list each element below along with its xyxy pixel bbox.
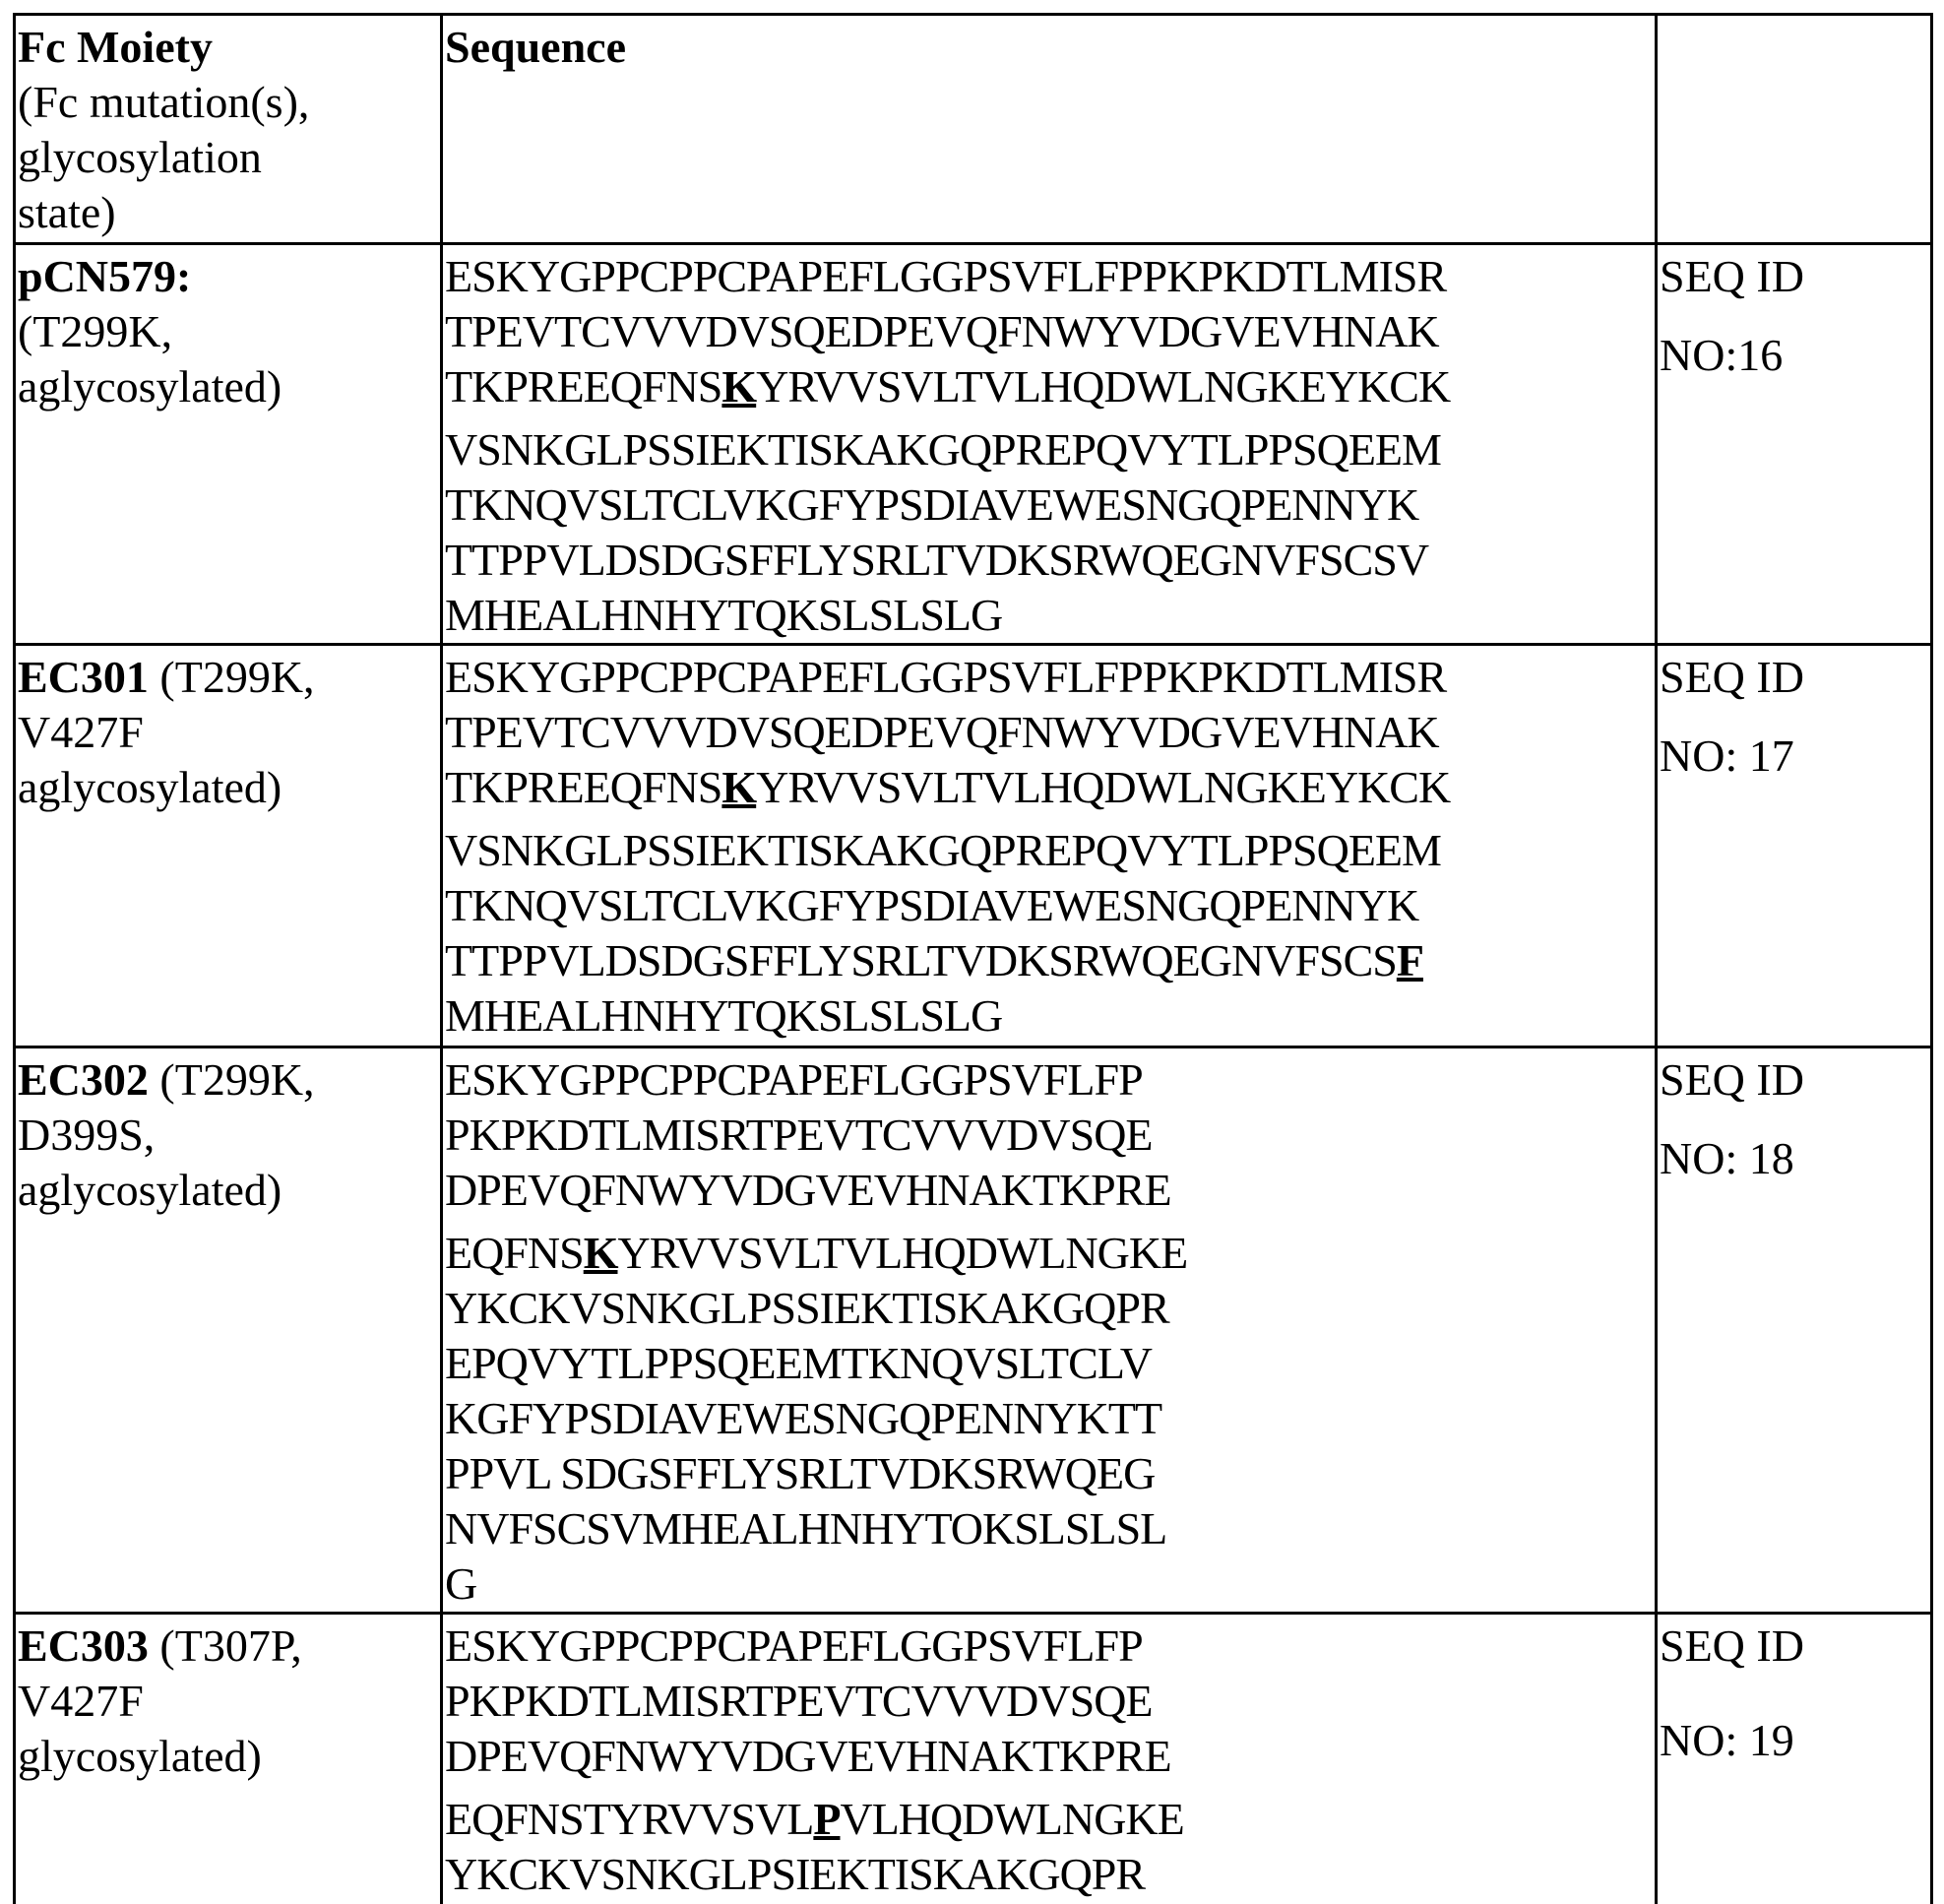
header-sequence-title: Sequence [445, 20, 1653, 75]
fc-moiety-cell [15, 1047, 442, 1614]
fc-mutation-description: (T299K, [149, 652, 315, 702]
sequence-line [445, 1618, 1653, 1674]
fc-moiety-sequence-table [13, 13, 1933, 1904]
sequence-line [445, 1052, 1653, 1108]
sequence-line [445, 1556, 1653, 1612]
sequence-segment: G [445, 1558, 476, 1609]
sequence-line [445, 477, 1653, 533]
sequence-line [445, 1847, 1653, 1902]
sequence-line [445, 1729, 1653, 1784]
seq-id-label: SEQ ID [1660, 249, 1928, 304]
sequence-line [445, 249, 1653, 304]
fc-mutation-description: V427F [18, 705, 438, 760]
sequence-line [445, 650, 1653, 705]
sequence-segment: YKCKVSNKGLPSIEKTISKAKGQPR [445, 1849, 1145, 1899]
fc-moiety-cell [15, 244, 442, 645]
fc-moiety-line [18, 249, 438, 304]
sequence-line [445, 1281, 1653, 1336]
sequence-line [445, 933, 1653, 988]
fc-moiety-line [18, 1052, 438, 1108]
fc-mutation-description: (T299K, [18, 304, 438, 359]
sequence-line [445, 422, 1653, 477]
sequence-segment: ESKYGPPCPPCPAPEFLGGPSVFLFP [445, 1054, 1143, 1105]
sequence-segment: PPVL SDGSFFLYSRLTVDKSRWQEG [445, 1448, 1155, 1498]
table-header-row [15, 15, 1932, 244]
sequence-segment: TKNQVSLTCLVKGFYPSDIAVEWESNGQPENNYK [445, 479, 1418, 530]
fc-mutation-description: D399S, [18, 1108, 438, 1163]
sequence-cell [442, 1614, 1657, 1904]
sequence-line [445, 705, 1653, 760]
header-fc-moiety-subtitle: glycosylation [18, 130, 438, 185]
sequence-segment: NVFSCSVMHEALHNHYTOKSLSLSL [445, 1503, 1166, 1554]
mutation-residue: K [721, 762, 756, 812]
table-row [15, 645, 1932, 1047]
fc-mutation-description: glycosylated) [18, 1729, 438, 1784]
sequence-segment: ESKYGPPCPPCPAPEFLGGPSVFLFPPKPKDTLMISR [445, 652, 1446, 702]
seq-id-cell [1657, 1614, 1932, 1904]
sequence-segment: TPEVTCVVVDVSQEDPEVQFNWYVDGVEVHNAK [445, 306, 1439, 356]
sequence-segment: KGFYPSDIAVEWESNGQPENNYKTT [445, 1393, 1161, 1443]
fc-mutation-description: (T299K, [149, 1054, 315, 1105]
sequence-segment: MHEALHNHYTQKSLSLSLG [445, 590, 1002, 640]
seq-id-label: SEQ ID [1660, 1618, 1928, 1674]
sequence-segment: VLHQDWLNGKE [840, 1794, 1183, 1844]
sequence-segment: EPQVYTLPPSQEEMTKNQVSLTCLV [445, 1338, 1152, 1388]
header-fc-moiety-subtitle: state) [18, 185, 438, 240]
table-row [15, 244, 1932, 645]
seq-id-number: NO: 18 [1660, 1131, 1928, 1186]
header-fc-moiety-subtitle: (Fc mutation(s), [18, 75, 438, 130]
mutation-residue: K [721, 361, 756, 412]
table-row [15, 1047, 1932, 1614]
sequence-line [445, 359, 1653, 414]
sequence-segment: EQFNSTYRVVSVL [445, 1794, 813, 1844]
sequence-segment: ESKYGPPCPPCPAPEFLGGPSVFLFPPKPKDTLMISR [445, 251, 1446, 301]
sequence-line [445, 304, 1653, 359]
sequence-segment: MHEALHNHYTQKSLSLSLG [445, 990, 1002, 1041]
sequence-segment: TKPREEQFNS [445, 762, 721, 812]
fc-mutation-description: V427F [18, 1674, 438, 1729]
seq-id-cell [1657, 244, 1932, 645]
sequence-segment: YRVVSVLTVLHQDWLNGKEYKCK [756, 762, 1450, 812]
sequence-segment: YRVVSVLTVLHQDWLNGKE [618, 1228, 1188, 1278]
fc-moiety-line [18, 650, 438, 705]
sequence-line [445, 823, 1653, 878]
sequence-segment: TTPPVLDSDGSFFLYSRLTVDKSRWQEGNVFSCS [445, 935, 1397, 985]
sequence-segment: DPEVQFNWYVDGVEVHNAKTKPRE [445, 1731, 1171, 1781]
sequence-line [445, 1226, 1653, 1281]
fc-mutation-description: aglycosylated) [18, 1163, 438, 1218]
sequence-line [445, 1674, 1653, 1729]
sequence-line [445, 878, 1653, 933]
seq-id-cell [1657, 645, 1932, 1047]
fc-moiety-name: EC303 [18, 1620, 149, 1671]
header-seq-id [1657, 15, 1932, 244]
sequence-cell [442, 1047, 1657, 1614]
fc-moiety-line [18, 1618, 438, 1674]
sequence-segment: VSNKGLPSSIEKTISKAKGQPREPQVYTLPPSQEEM [445, 424, 1441, 475]
mutation-residue: K [584, 1228, 618, 1278]
sequence-line [445, 1336, 1653, 1391]
mutation-residue: P [813, 1794, 840, 1844]
sequence-segment: DPEVQFNWYVDGVEVHNAKTKPRE [445, 1165, 1171, 1215]
sequence-segment: VSNKGLPSSIEKTISKAKGQPREPQVYTLPPSQEEM [445, 825, 1441, 875]
seq-id-label: SEQ ID [1660, 650, 1928, 705]
fc-moiety-name: pCN579: [18, 251, 191, 301]
sequence-line [445, 588, 1653, 643]
sequence-line [445, 1792, 1653, 1847]
header-fc-moiety-title: Fc Moiety [18, 20, 438, 75]
fc-moiety-name: EC301 [18, 652, 149, 702]
sequence-segment: TKNQVSLTCLVKGFYPSDIAVEWESNGQPENNYK [445, 880, 1418, 930]
sequence-segment: TPEVTCVVVDVSQEDPEVQFNWYVDGVEVHNAK [445, 707, 1439, 757]
fc-mutation-description: aglycosylated) [18, 359, 438, 414]
sequence-line [445, 533, 1653, 588]
sequence-line [445, 1108, 1653, 1163]
sequence-segment: PKPKDTLMISRTPEVTCVVVDVSQE [445, 1110, 1153, 1160]
sequence-line [445, 1501, 1653, 1556]
seq-id-number: NO:16 [1660, 328, 1928, 383]
sequence-cell [442, 645, 1657, 1047]
sequence-line [445, 1391, 1653, 1446]
header-fc-moiety [15, 15, 442, 244]
seq-id-number: NO: 17 [1660, 729, 1928, 784]
seq-id-label: SEQ ID [1660, 1052, 1928, 1108]
header-sequence [442, 15, 1657, 244]
sequence-line [445, 1163, 1653, 1218]
fc-moiety-cell [15, 645, 442, 1047]
table-row [15, 1614, 1932, 1904]
fc-moiety-name: EC302 [18, 1054, 149, 1105]
sequence-segment: YKCKVSNKGLPSSIEKTISKAKGQPR [445, 1283, 1169, 1333]
sequence-cell [442, 244, 1657, 645]
fc-mutation-description: aglycosylated) [18, 760, 438, 815]
fc-mutation-description: (T307P, [149, 1620, 302, 1671]
sequence-line [445, 1446, 1653, 1501]
sequence-line [445, 988, 1653, 1044]
seq-id-number: NO: 19 [1660, 1713, 1928, 1768]
sequence-line [445, 760, 1653, 815]
sequence-segment: PKPKDTLMISRTPEVTCVVVDVSQE [445, 1676, 1153, 1726]
sequence-segment: TKPREEQFNS [445, 361, 721, 412]
seq-id-cell [1657, 1047, 1932, 1614]
fc-moiety-cell [15, 1614, 442, 1904]
sequence-segment: TTPPVLDSDGSFFLYSRLTVDKSRWQEGNVFSCSV [445, 535, 1428, 585]
sequence-segment: YRVVSVLTVLHQDWLNGKEYKCK [756, 361, 1450, 412]
mutation-residue: F [1397, 935, 1423, 985]
sequence-segment: EQFNS [445, 1228, 584, 1278]
sequence-segment: ESKYGPPCPPCPAPEFLGGPSVFLFP [445, 1620, 1143, 1671]
